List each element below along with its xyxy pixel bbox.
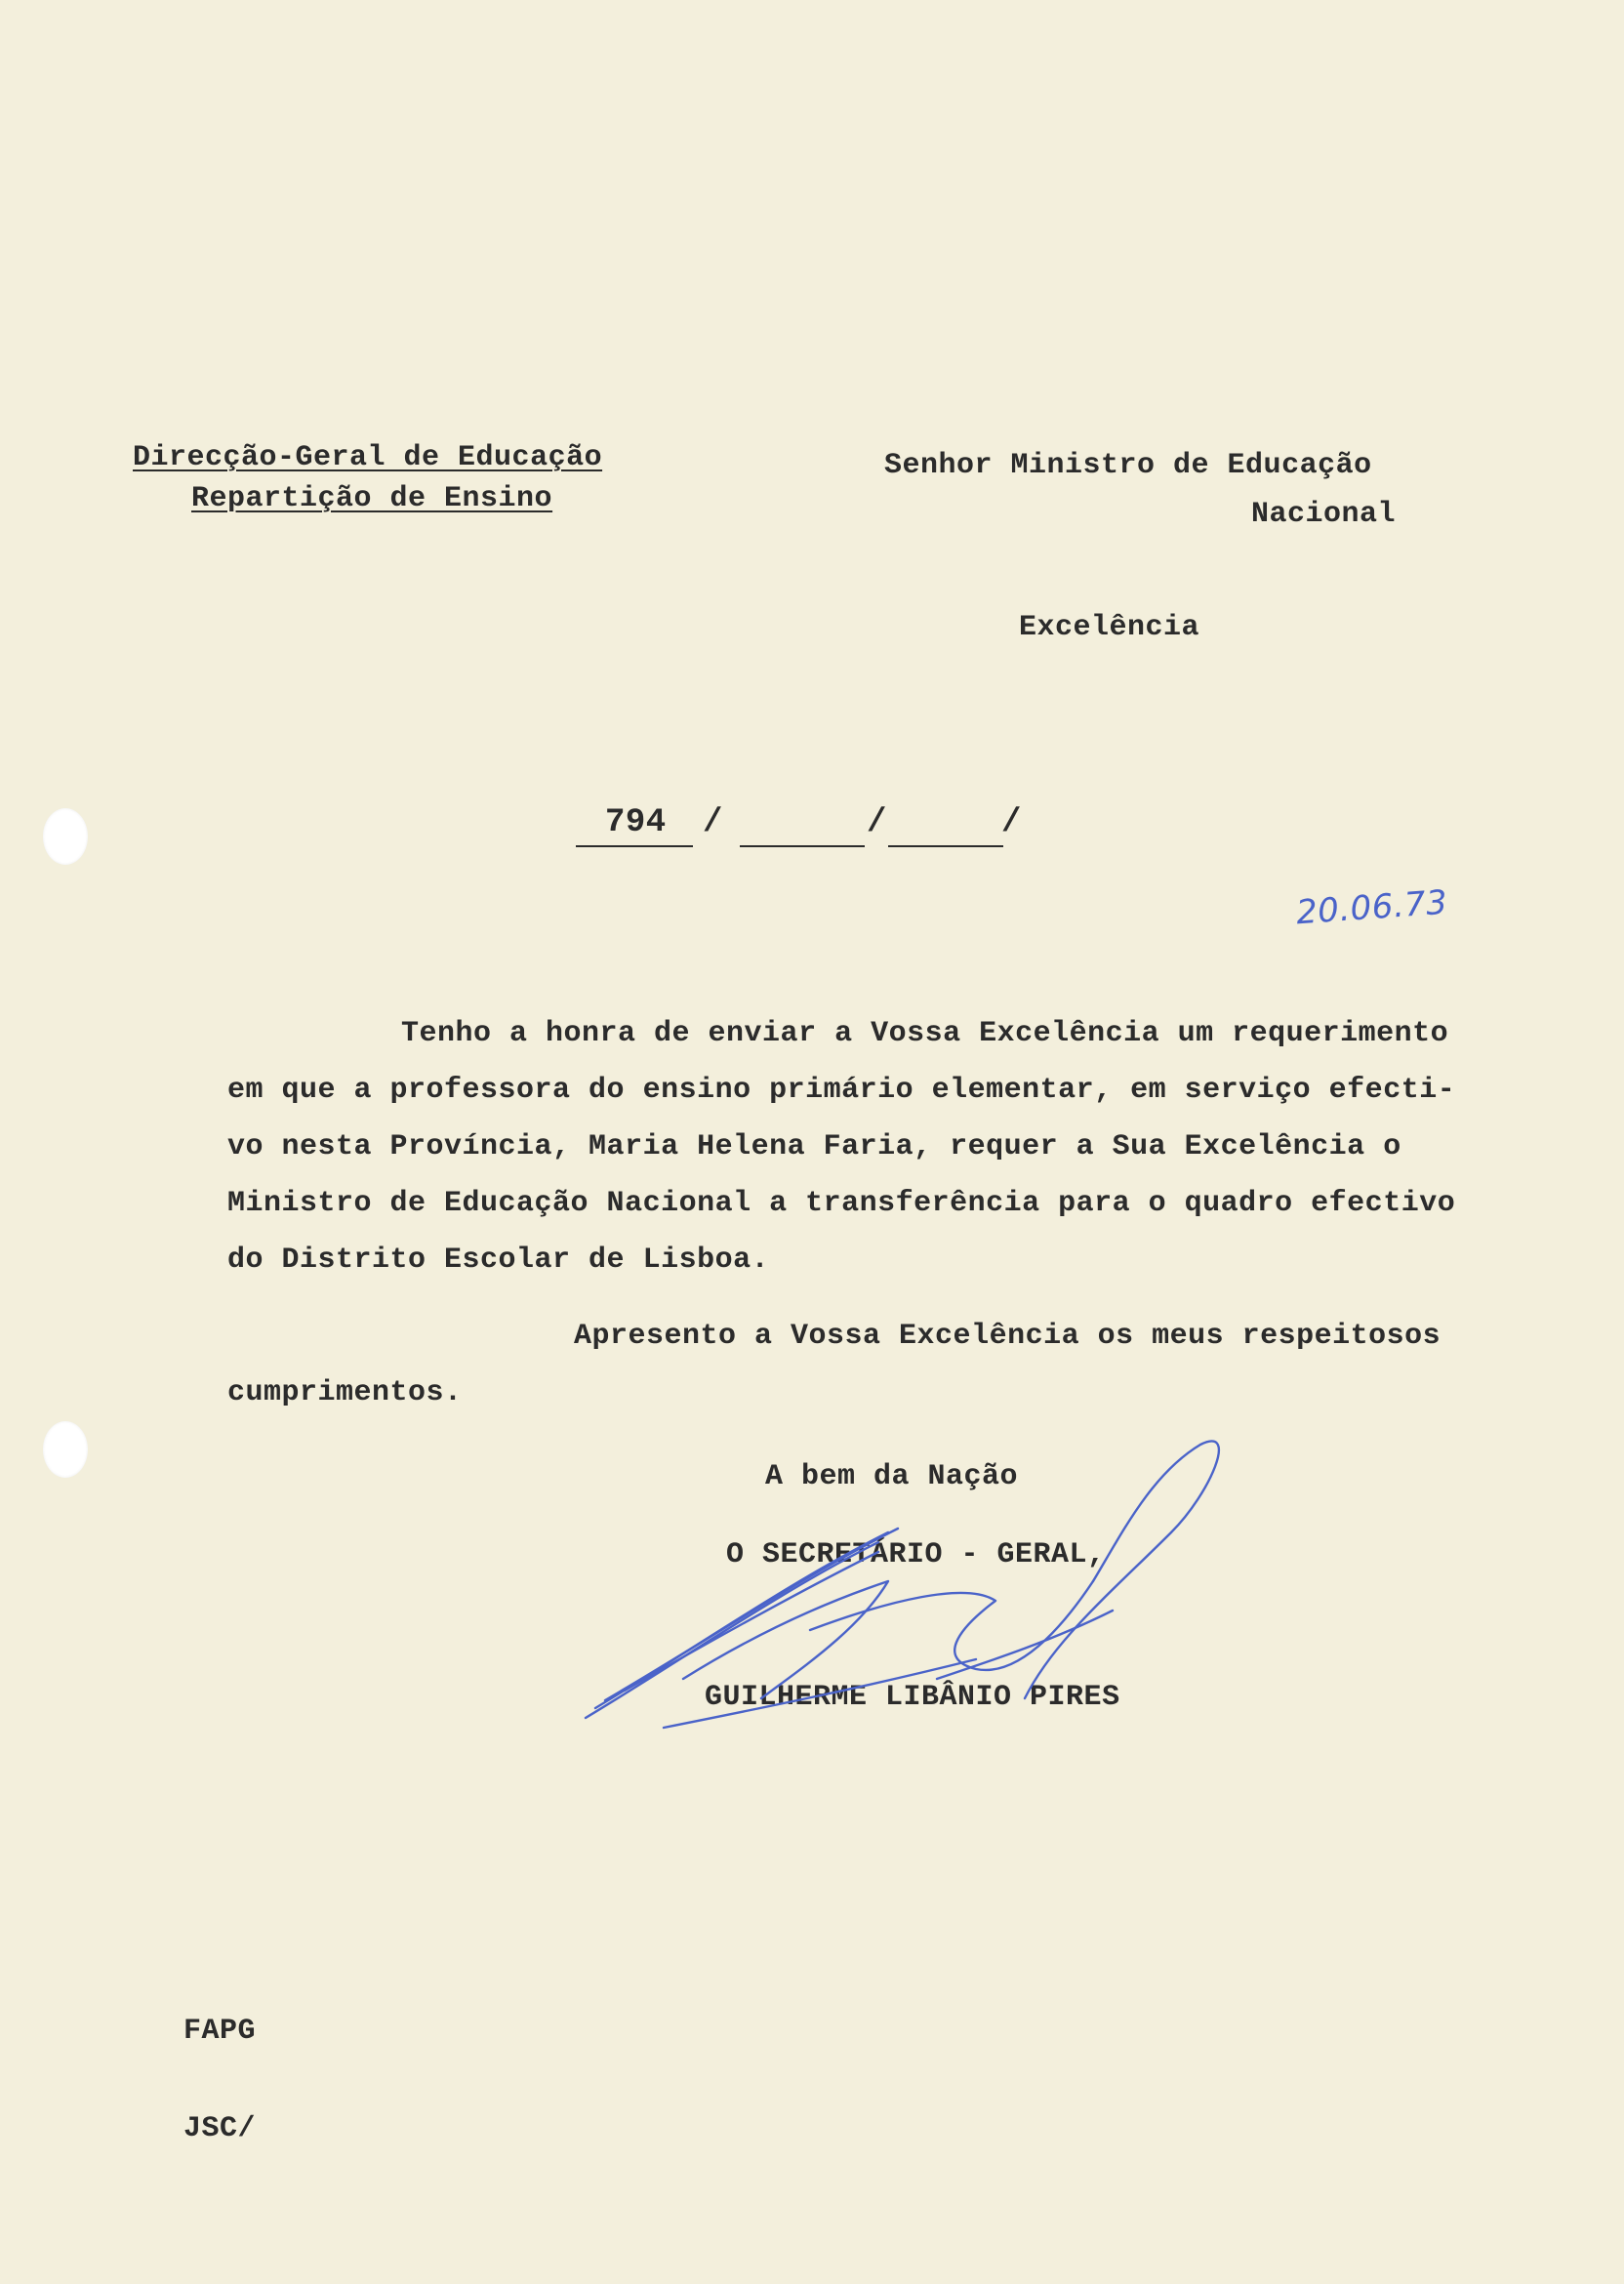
signatory-title: O SECRETÁRIO - GERAL, bbox=[726, 1538, 1106, 1571]
reference-underline-1 bbox=[576, 845, 693, 847]
handwritten-date: 20.06.73 bbox=[1294, 882, 1449, 933]
reference-underline-2 bbox=[740, 845, 865, 847]
paragraph2-line: cumprimentos. bbox=[227, 1376, 463, 1409]
paragraph2-line: Apresento a Vossa Excelência os meus respeitosos bbox=[574, 1320, 1441, 1353]
recipient-line1: Senhor Ministro de Educação bbox=[884, 449, 1372, 482]
body-paragraph-2 bbox=[227, 1308, 1555, 1421]
reference-separator-1: / bbox=[703, 804, 723, 841]
reference-number: 794 bbox=[605, 804, 667, 841]
paragraph1-line: do Distrito Escolar de Lisboa. bbox=[227, 1244, 770, 1277]
footer-initials-1: FAPG bbox=[183, 2015, 257, 2048]
recipient-line2: Nacional bbox=[1251, 498, 1397, 531]
reference-underline-3 bbox=[888, 845, 1003, 847]
handwritten-signature bbox=[566, 1435, 1230, 1747]
paragraph1-line: em que a professora do ensino primário elementar, em serviço efecti- bbox=[227, 1074, 1456, 1107]
paragraph1-line: Tenho a honra de enviar a Vossa Excelência um requerimento bbox=[401, 1017, 1449, 1050]
reference-separator-3: / bbox=[1001, 804, 1022, 841]
paragraph1-line: vo nesta Província, Maria Helena Faria, requer a Sua Excelência o bbox=[227, 1130, 1401, 1163]
salutation: Excelência bbox=[1019, 611, 1200, 644]
punch-hole-bottom bbox=[43, 1421, 88, 1478]
department-line1: Direcção-Geral de Educação bbox=[133, 441, 603, 474]
reference-separator-2: / bbox=[867, 804, 887, 841]
body-paragraph-1 bbox=[227, 1005, 1555, 1288]
footer-initials-2: JSC/ bbox=[183, 2112, 257, 2145]
closing-formula: A bem da Nação bbox=[765, 1460, 1019, 1493]
department-line2: Repartição de Ensino bbox=[191, 482, 553, 515]
signatory-name: GUILHERME LIBÂNIO PIRES bbox=[705, 1681, 1120, 1714]
punch-hole-top bbox=[43, 808, 88, 865]
paragraph1-line: Ministro de Educação Nacional a transferência para o quadro efectivo bbox=[227, 1187, 1456, 1220]
